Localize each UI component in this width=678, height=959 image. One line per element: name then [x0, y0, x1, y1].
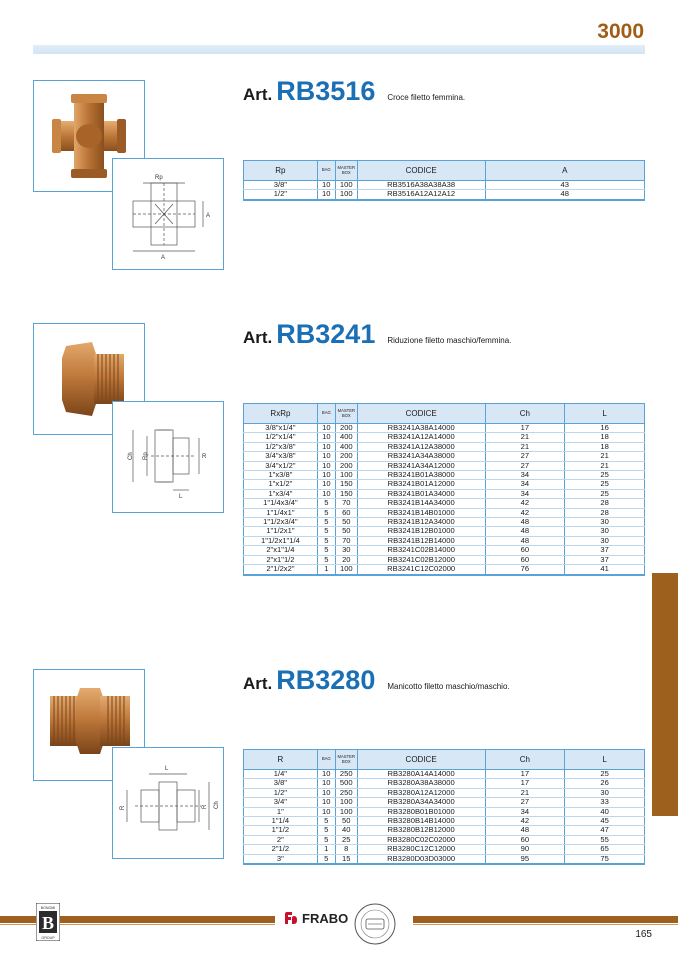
table-cell: RB3241B01A38000	[357, 471, 485, 480]
table-cell: RB3241B14A34000	[357, 499, 485, 508]
column-header: Ch	[485, 750, 565, 770]
table-cell: 5	[317, 499, 335, 508]
table-cell: 10	[317, 181, 335, 190]
table-cell: 17	[485, 779, 565, 788]
table-cell: 10	[317, 770, 335, 779]
table-cell: 200	[335, 461, 357, 470]
table-cell: 28	[565, 499, 645, 508]
table-cell: RB3241B14B01000	[357, 508, 485, 517]
frabo-logo	[283, 910, 348, 926]
table-cell: RB3516A38A38A38	[357, 181, 485, 190]
table-cell: 43	[485, 181, 644, 190]
table-cell: 42	[485, 508, 565, 517]
table-cell: 1/2"	[244, 788, 318, 797]
table-row	[244, 565, 645, 575]
column-header: A	[485, 161, 644, 181]
article-title-rb3516	[243, 76, 465, 107]
article-title-rb3241	[243, 319, 511, 350]
table-cell: 21	[565, 461, 645, 470]
table-cell: 1"1/4x3/4"	[244, 499, 318, 508]
table-cell: RB3280D03D03000	[357, 854, 485, 864]
table-cell: RB3280B01B01000	[357, 807, 485, 816]
table-cell: 41	[565, 565, 645, 575]
column-header: MASTER BOX	[335, 161, 357, 181]
table-cell: RB3241A12A14000	[357, 433, 485, 442]
table-cell: RB3280A12A12000	[357, 788, 485, 797]
table-row	[244, 546, 645, 555]
table-cell: 8	[335, 845, 357, 854]
article-description: Manicotto filetto maschio/maschio.	[387, 682, 510, 691]
table-header-row	[244, 404, 645, 424]
table-cell: 25	[565, 471, 645, 480]
table-cell: 30	[565, 527, 645, 536]
frabo-mark-icon	[283, 910, 299, 926]
technical-drawing-cross	[112, 158, 224, 270]
article-title-rb3280	[243, 665, 510, 696]
drawing-label-r-left: R	[120, 805, 126, 810]
section-number: 3000	[597, 20, 644, 43]
spec-table-rb3516	[243, 160, 645, 201]
table-cell: 1"1/2x1"1/4	[244, 536, 318, 545]
table-cell: 21	[485, 788, 565, 797]
table-cell: 2"x1"1/2	[244, 555, 318, 564]
table-cell: 5	[317, 546, 335, 555]
drawing-label-ch: Ch	[214, 801, 220, 809]
table-cell: 70	[335, 499, 357, 508]
frabo-wordmark: FRABO	[302, 910, 349, 926]
table-cell: 3/4"x3/8"	[244, 452, 318, 461]
table-cell: 1	[317, 565, 335, 575]
drawing-label-rp: Rp	[143, 452, 149, 460]
column-header: L	[565, 750, 645, 770]
table-cell: 17	[485, 424, 565, 433]
table-cell: 15	[335, 854, 357, 864]
table-cell: 100	[335, 190, 357, 200]
table-cell: RB3241A34A38000	[357, 452, 485, 461]
table-cell: 47	[565, 826, 645, 835]
table-cell: 1"1/4	[244, 817, 318, 826]
table-cell: 37	[565, 546, 645, 555]
column-header: RxRp	[244, 404, 318, 424]
table-cell: 21	[485, 442, 565, 451]
table-cell: 25	[565, 770, 645, 779]
table-cell: 3/4"x1/2"	[244, 461, 318, 470]
table-cell: 100	[335, 807, 357, 816]
table-cell: 48	[485, 536, 565, 545]
drawing-label-a-bottom: A	[161, 255, 166, 261]
table-cell: 18	[565, 433, 645, 442]
table-cell: 400	[335, 442, 357, 451]
table-cell: 1/2"x1/4"	[244, 433, 318, 442]
table-row	[244, 452, 645, 461]
table-cell: 250	[335, 788, 357, 797]
table-cell: 42	[485, 499, 565, 508]
article-code: RB3241	[276, 319, 376, 349]
logo-bottom-text: GROUP	[41, 936, 55, 940]
table-cell: 5	[317, 508, 335, 517]
table-cell: RB3241C02B12000	[357, 555, 485, 564]
table-cell: 150	[335, 489, 357, 498]
drawing-label-rp: Rp	[155, 175, 163, 181]
table-cell: 1"1/2x1"	[244, 527, 318, 536]
table-cell: RB3280A14A14000	[357, 770, 485, 779]
table-cell: 90	[485, 845, 565, 854]
table-cell: RB3241C02B14000	[357, 546, 485, 555]
table-cell: RB3241B01A34000	[357, 489, 485, 498]
table-cell: 1"x3/4"	[244, 489, 318, 498]
table-cell: 1"x1/2"	[244, 480, 318, 489]
table-cell: 65	[565, 845, 645, 854]
table-cell: 16	[565, 424, 645, 433]
drawing-label-l: L	[165, 766, 169, 772]
technical-drawing-reducer	[112, 401, 224, 513]
table-cell: RB3241A38A14000	[357, 424, 485, 433]
table-cell: 250	[335, 770, 357, 779]
table-cell: 30	[565, 788, 645, 797]
table-cell: 1"	[244, 807, 318, 816]
certification-seal-icon	[353, 902, 397, 946]
table-cell: 34	[485, 480, 565, 489]
table-cell: 48	[485, 826, 565, 835]
table-cell: 40	[565, 807, 645, 816]
table-cell: 28	[565, 508, 645, 517]
table-cell: RB3280C12C12000	[357, 845, 485, 854]
table-cell: 500	[335, 779, 357, 788]
table-cell: 3/8"	[244, 779, 318, 788]
table-cell: 21	[485, 433, 565, 442]
table-header-row	[244, 161, 645, 181]
table-cell: 10	[317, 489, 335, 498]
side-thumb-tab	[652, 573, 678, 816]
table-cell: 50	[335, 817, 357, 826]
column-header: BAG	[317, 404, 335, 424]
table-cell: 40	[335, 826, 357, 835]
table-cell: 2"x1"1/4	[244, 546, 318, 555]
column-header: MASTER BOX	[335, 750, 357, 770]
spec-table-rb3241	[243, 403, 645, 576]
table-cell: RB3280A38A38000	[357, 779, 485, 788]
column-header: CODICE	[357, 161, 485, 181]
column-header: CODICE	[357, 750, 485, 770]
table-row	[244, 527, 645, 536]
table-cell: 2"	[244, 835, 318, 844]
column-header: L	[565, 404, 645, 424]
table-cell: 48	[485, 527, 565, 536]
table-cell: 25	[565, 489, 645, 498]
table-cell: 1/2"x3/8"	[244, 442, 318, 451]
logo-letter: B	[41, 913, 55, 933]
table-cell: RB3241B12A34000	[357, 518, 485, 527]
table-cell: 10	[317, 424, 335, 433]
table-cell: 95	[485, 854, 565, 864]
table-row	[244, 845, 645, 854]
table-row	[244, 798, 645, 807]
table-cell: 50	[335, 527, 357, 536]
table-cell: 1/4"	[244, 770, 318, 779]
table-cell: 1"1/2	[244, 826, 318, 835]
table-cell: RB3516A12A12A12	[357, 190, 485, 200]
table-cell: 1	[317, 845, 335, 854]
table-cell: RB3241B12B01000	[357, 527, 485, 536]
table-cell: 48	[485, 190, 644, 200]
drawing-label-r: R	[202, 454, 207, 460]
column-header: Rp	[244, 161, 318, 181]
column-header: BAG	[317, 161, 335, 181]
table-cell: RB3241B12B14000	[357, 536, 485, 545]
article-description: Croce filetto femmina.	[387, 93, 466, 102]
table-cell: 2"1/2x2"	[244, 565, 318, 575]
table-cell: 75	[565, 854, 645, 864]
drawing-label-ch: Ch	[128, 452, 134, 460]
article-prefix: Art.	[243, 85, 273, 104]
table-cell: 200	[335, 424, 357, 433]
table-cell: 10	[317, 807, 335, 816]
table-cell: 100	[335, 181, 357, 190]
table-cell: RB3241A34A12000	[357, 461, 485, 470]
table-cell: 100	[335, 798, 357, 807]
drawing-label-a-side: A	[206, 213, 211, 219]
table-cell: RB3280B14B14000	[357, 817, 485, 826]
table-cell: 5	[317, 854, 335, 864]
table-cell: 5	[317, 518, 335, 527]
table-cell: 34	[485, 489, 565, 498]
table-cell: 3/4"	[244, 798, 318, 807]
table-cell: 5	[317, 835, 335, 844]
table-cell: 10	[317, 452, 335, 461]
table-cell: 27	[485, 798, 565, 807]
table-cell: 70	[335, 536, 357, 545]
table-cell: 21	[565, 452, 645, 461]
table-cell: 5	[317, 536, 335, 545]
column-header: Ch	[485, 404, 565, 424]
table-cell: 25	[565, 480, 645, 489]
table-cell: 30	[565, 518, 645, 527]
table-cell: 1"x3/8"	[244, 471, 318, 480]
table-cell: RB3280C02C02000	[357, 835, 485, 844]
table-cell: 50	[335, 518, 357, 527]
table-cell: 37	[565, 555, 645, 564]
table-cell: 100	[335, 565, 357, 575]
table-header-row	[244, 750, 645, 770]
table-cell: 3/8"x1/4"	[244, 424, 318, 433]
table-cell: 30	[565, 536, 645, 545]
table-cell: 1/2"	[244, 190, 318, 200]
table-cell: 60	[485, 546, 565, 555]
table-cell: 150	[335, 480, 357, 489]
table-cell: 55	[565, 835, 645, 844]
table-cell: RB3241B01A12000	[357, 480, 485, 489]
article-code: RB3280	[276, 665, 376, 695]
table-cell: RB3280A34A34000	[357, 798, 485, 807]
table-cell: 76	[485, 565, 565, 575]
logo-top-text: BONOMI	[40, 906, 56, 910]
table-cell: 34	[485, 471, 565, 480]
table-row	[244, 826, 645, 835]
table-cell: 1"1/2x3/4"	[244, 518, 318, 527]
table-cell: 20	[335, 555, 357, 564]
table-row	[244, 854, 645, 864]
table-cell: RB3241C12C02000	[357, 565, 485, 575]
table-cell: 3/8"	[244, 181, 318, 190]
table-cell: 10	[317, 480, 335, 489]
table-cell: RB3280B12B12000	[357, 826, 485, 835]
table-cell: 60	[485, 835, 565, 844]
table-cell: 42	[485, 817, 565, 826]
table-cell: 48	[485, 518, 565, 527]
table-cell: 400	[335, 433, 357, 442]
column-header: BAG	[317, 750, 335, 770]
table-cell: 25	[335, 835, 357, 844]
table-cell: 10	[317, 779, 335, 788]
table-cell: 10	[317, 471, 335, 480]
table-cell: 5	[317, 826, 335, 835]
top-band	[33, 45, 645, 54]
footer-rule-right	[413, 924, 678, 925]
page-number: 165	[635, 929, 652, 940]
article-description: Riduzione filetto maschio/femmina.	[387, 336, 512, 345]
article-prefix: Art.	[243, 674, 273, 693]
column-header: MASTER BOX	[335, 404, 357, 424]
column-header: CODICE	[357, 404, 485, 424]
table-cell: 60	[335, 508, 357, 517]
table-cell: 27	[485, 461, 565, 470]
table-cell: 3"	[244, 854, 318, 864]
table-cell: RB3241A12A38000	[357, 442, 485, 451]
technical-drawing-nipple	[112, 747, 224, 859]
drawing-label-l: L	[179, 494, 183, 500]
table-cell: 17	[485, 770, 565, 779]
article-prefix: Art.	[243, 328, 273, 347]
table-cell: 27	[485, 452, 565, 461]
table-row	[244, 480, 645, 489]
table-cell: 60	[485, 555, 565, 564]
table-row	[244, 433, 645, 442]
table-cell: 10	[317, 461, 335, 470]
table-cell: 10	[317, 788, 335, 797]
table-cell: 10	[317, 190, 335, 200]
spec-table-rb3280	[243, 749, 645, 865]
table-cell: 34	[485, 807, 565, 816]
table-row	[244, 499, 645, 508]
table-row	[244, 190, 645, 200]
table-cell: 200	[335, 452, 357, 461]
table-cell: 10	[317, 798, 335, 807]
table-cell: 45	[565, 817, 645, 826]
table-cell: 5	[317, 555, 335, 564]
table-cell: 26	[565, 779, 645, 788]
table-cell: 100	[335, 471, 357, 480]
table-cell: 33	[565, 798, 645, 807]
article-code: RB3516	[276, 76, 376, 106]
table-cell: 2"1/2	[244, 845, 318, 854]
column-header: R	[244, 750, 318, 770]
table-cell: 10	[317, 433, 335, 442]
table-cell: 5	[317, 817, 335, 826]
table-row	[244, 779, 645, 788]
bonomi-group-logo	[36, 903, 60, 941]
footer-band-right	[413, 916, 678, 923]
table-cell: 1"1/4x1"	[244, 508, 318, 517]
drawing-label-r-right: R	[202, 804, 208, 809]
table-cell: 18	[565, 442, 645, 451]
table-cell: 5	[317, 527, 335, 536]
table-cell: 10	[317, 442, 335, 451]
table-cell: 30	[335, 546, 357, 555]
